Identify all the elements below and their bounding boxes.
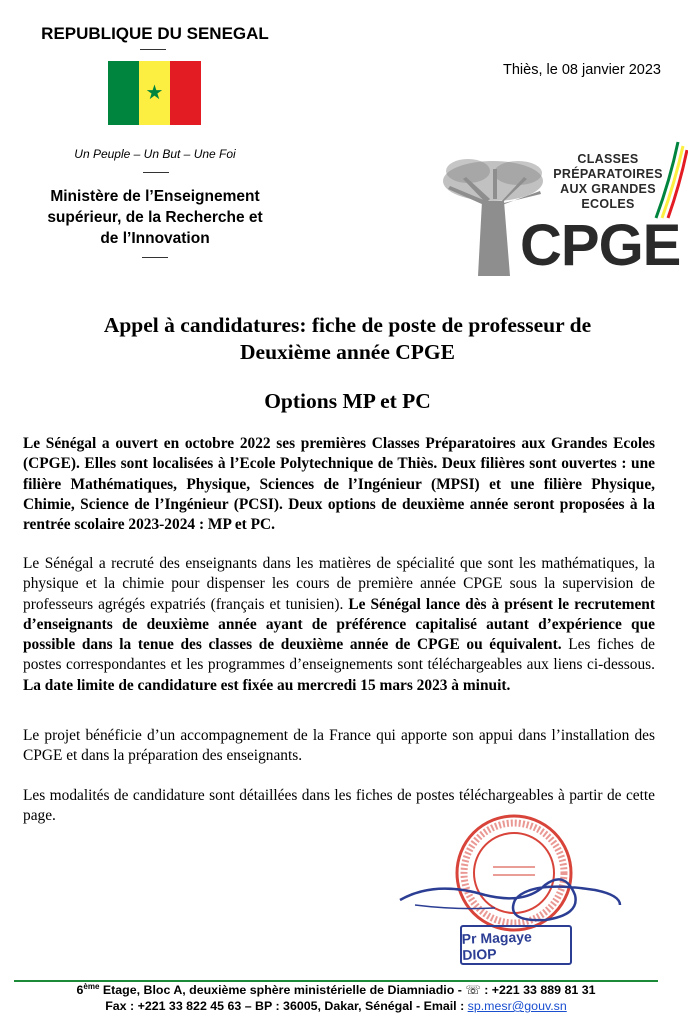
logo-wordmark: CPGE: [520, 213, 681, 278]
logo-text: AUX GRANDES: [560, 182, 656, 196]
title-line: Deuxième année CPGE: [240, 340, 455, 364]
cpge-logo: [438, 136, 688, 281]
deadline-text: La date limite de candidature est fixée au mercredi 15 mars 2023 à minuit.: [23, 676, 511, 694]
paragraph-text: Les fiches de postes correspondantes et les programmes d’enseignements sont téléchargeables aux liens ci-dessous.: [23, 636, 655, 674]
flag-swoosh-icon: [648, 140, 688, 220]
signer-name: Pr Magaye DIOP: [461, 928, 533, 963]
logo-text: PRÉPARATOIRES: [553, 167, 663, 181]
signer-stamp: [460, 925, 572, 965]
footer-text: Etage, Bloc A, deuxième sphère ministérielle de Diamniadio - ☏ : +221 33 889 81 31: [99, 983, 596, 997]
recruitment-paragraph: [23, 554, 655, 696]
senegal-flag: [108, 61, 201, 125]
star-icon: ★: [145, 82, 164, 104]
support-paragraph: Le projet bénéficie d’un accompagnement de la France qui apporte son appui dans l’installation des CPGE et dans la préparation des enseignants.: [23, 727, 655, 765]
intro-paragraph: Le Sénégal a ouvert en octobre 2022 ses premières Classes Préparatoires aux Grandes Ecoles (CPGE). Elles sont localisées à l’Ecole Polytechnique de Thiès. Deux filières sont ouvertes : une filière Mathématiques, Physique, Sciences de l’Ingénieur (MPSI) et une filière Physique, Chimie, Science de l’Ingénieur (PCSI). Deux options de deuxième année seront proposées à la rentrée scolaire 2023-2024 : MP et PC.: [23, 435, 655, 534]
ministry-line: de l’Innovation: [100, 230, 210, 247]
country-name: REPUBLIQUE DU SENEGAL: [41, 24, 269, 43]
footer-text: 6: [76, 983, 84, 997]
email-link[interactable]: sp.mesr@gouv.sn: [467, 999, 567, 1013]
ministry-line: Ministère de l’Enseignement: [50, 188, 260, 205]
footer-superscript: ème: [83, 981, 100, 991]
footer-fax-email: [14, 998, 658, 1014]
modalities-paragraph: Les modalités de candidature sont détaillées dans les fiches de postes téléchargeables à partir de cette page.: [23, 787, 655, 825]
divider: [143, 172, 169, 173]
paragraph-text: Le Sénégal a recruté des enseignants dans les matières de spécialité que sont les mathématiques, la physique et la chimie pour dispenser les cours de première année CPGE sous la supervision de professeurs agrégés expatriés (français et tunisien).: [23, 555, 655, 613]
ministry-line: supérieur, de la Recherche et: [47, 209, 263, 226]
footer-text: Fax : +221 33 822 45 63 – BP : 36005, Dakar, Sénégal - Email :: [105, 999, 468, 1013]
page-subtitle: Options MP et PC: [264, 389, 431, 413]
logo-text: CLASSES: [577, 152, 639, 166]
divider: [142, 257, 168, 258]
logo-text: ECOLES: [581, 197, 635, 211]
title-line: Appel à candidatures: fiche de poste de professeur de: [103, 313, 592, 337]
footer-contact: [14, 982, 658, 1014]
footer-address: [14, 982, 658, 998]
national-motto: Un Peuple – Un But – Une Foi: [74, 147, 236, 161]
paragraph-emphasis: Le Sénégal lance dès à présent le recrutement d’enseignants de deuxième année ayant de préférence capitalisé autant d’expérience que possible dans la tenue des classes de deuxième année de CPGE ou équivalent.: [23, 595, 655, 654]
divider: [140, 49, 166, 50]
document-date: Thiès, le 08 janvier 2023: [503, 62, 661, 78]
ministry-name: [22, 186, 288, 249]
page-title: [30, 312, 665, 366]
